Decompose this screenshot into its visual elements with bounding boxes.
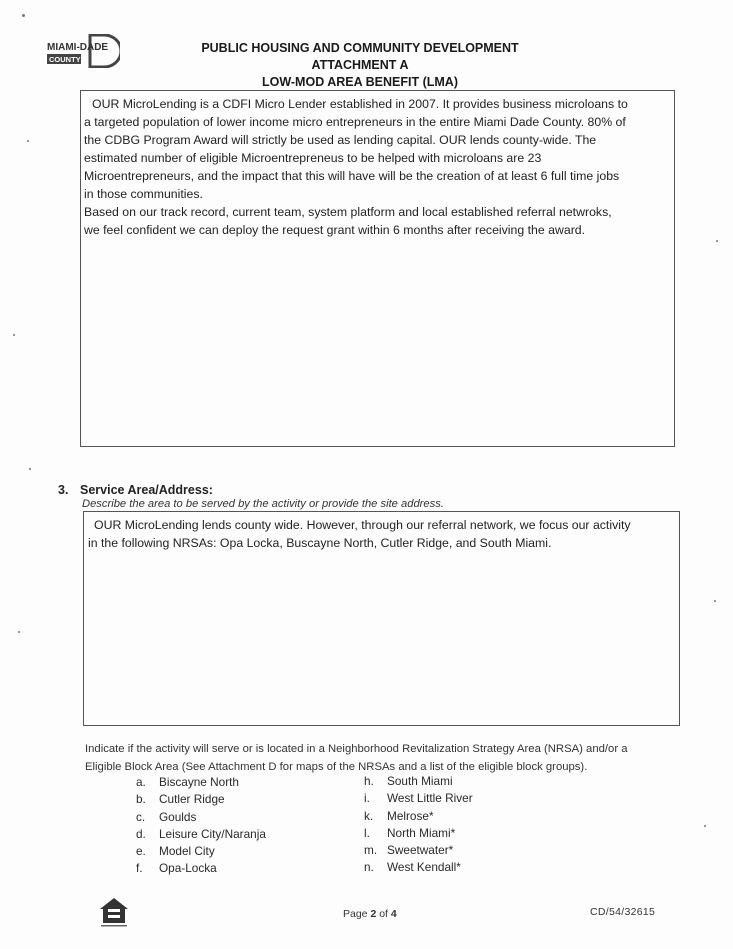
scan-speck: [716, 240, 718, 242]
item-name: Model City: [159, 844, 215, 859]
attachment-title: ATTACHMENT A: [311, 58, 409, 72]
service-area-box: [83, 511, 680, 726]
list-item: [364, 808, 473, 825]
scan-speck: [27, 140, 29, 142]
narrative-line: Based on our track record, current team, system platform and local established referral netwroks,: [84, 205, 612, 219]
narrative-box: [80, 90, 675, 447]
miami-dade-logo: [46, 34, 120, 68]
nrsa-instruction-line: Eligible Block Area (See Attachment D for maps of the NRSAs and a list of the eligible block groups).: [85, 761, 588, 773]
service-area-heading: [58, 483, 213, 497]
scan-speck: [714, 600, 716, 602]
item-letter: e.: [136, 844, 146, 859]
scan-speck: [13, 334, 15, 336]
list-item: [136, 809, 266, 826]
document-code: CD/54/32615: [590, 906, 656, 918]
item-name: South Miami: [387, 774, 453, 788]
section-title: Service Area/Address:: [80, 483, 213, 497]
page-prefix: Page: [343, 908, 368, 920]
item-letter: a.: [136, 775, 146, 789]
page-current: 2: [370, 908, 377, 920]
item-letter: d.: [136, 826, 146, 841]
page-of: of: [379, 908, 388, 920]
item-letter: k.: [364, 808, 374, 823]
scan-speck: [29, 468, 31, 470]
item-name: Melrose*: [387, 808, 434, 823]
list-item: [364, 859, 473, 876]
narrative-line: Microentrepreneurs, and the impact that this will have will be the creation of at least 6 full time jobs: [84, 169, 620, 183]
service-area-description: Describe the area to be served by the activity or provide the site address.: [82, 498, 444, 510]
item-name: Sweetwater*: [387, 843, 454, 858]
list-item: [136, 791, 266, 808]
service-area-line: in the following NRSAs: Opa Locka, Buscayne North, Cutler Ridge, and South Miami.: [88, 536, 552, 550]
nrsa-list-left: [136, 774, 266, 878]
item-name: Cutler Ridge: [159, 792, 225, 807]
list-item: [364, 773, 473, 790]
service-area-line: OUR MicroLending lends county wide. However, through our referral network, we focus our activity: [94, 518, 631, 532]
item-letter: c.: [136, 809, 146, 824]
list-item: [364, 825, 473, 842]
page-title: PUBLIC HOUSING AND COMMUNITY DEVELOPMENT: [201, 41, 519, 55]
page-total: 4: [390, 908, 397, 920]
scan-speck: [18, 631, 20, 633]
nrsa-instruction-line: Indicate if the activity will serve or is located in a Neighborhood Revitalization Strategy Area (NRSA) and/or a: [85, 743, 628, 755]
nrsa-list-right: [364, 773, 473, 877]
equal-housing-icon: [97, 894, 131, 928]
narrative-line: OUR MicroLending is a CDFI Micro Lender established in 2007. It provides business microloans to: [92, 97, 628, 111]
narrative-line: a targeted population of lower income micro entrepreneurs in the entire Miami Dade County. 80% of: [84, 115, 626, 129]
item-letter: i.: [364, 791, 370, 806]
list-item: [136, 774, 266, 791]
narrative-line: we feel confident we can deploy the request grant within 6 months after receiving the award.: [84, 223, 586, 237]
item-letter: l.: [364, 825, 370, 840]
nrsa-instruction: [85, 740, 685, 776]
item-letter: m.: [364, 843, 378, 858]
narrative-line: the CDBG Program Award will strictly be used as lending capital. OUR lends county-wide. The: [84, 133, 597, 147]
item-name: Goulds: [159, 809, 197, 824]
item-name: West Kendall*: [387, 860, 461, 875]
list-item: [136, 860, 266, 877]
item-letter: n.: [364, 860, 374, 875]
logo-county: COUNTY: [49, 55, 81, 64]
item-name: West Little River: [387, 791, 473, 806]
section-heading: LOW-MOD AREA BENEFIT (LMA): [261, 75, 458, 89]
item-name: Leisure City/Naranja: [159, 826, 266, 841]
item-letter: b.: [136, 792, 146, 807]
scan-speck: [22, 14, 25, 17]
item-name: Opa-Locka: [159, 861, 217, 876]
narrative-line: estimated number of eligible Microentrepreneus to be helped with microloans are 23: [84, 151, 542, 165]
scan-speck: [704, 825, 706, 827]
section-number: 3.: [58, 483, 69, 497]
list-item: [364, 842, 473, 859]
item-name: North Miami*: [387, 825, 456, 840]
page-number: [343, 908, 397, 920]
logo-wordmark: MIAMI-DADE: [47, 42, 109, 53]
list-item: [364, 790, 473, 807]
narrative-line: in those communities.: [84, 187, 203, 201]
item-letter: h.: [364, 774, 374, 788]
list-item: [136, 826, 266, 843]
item-name: Biscayne North: [159, 775, 239, 789]
list-item: [136, 843, 266, 860]
item-letter: f.: [136, 861, 143, 876]
